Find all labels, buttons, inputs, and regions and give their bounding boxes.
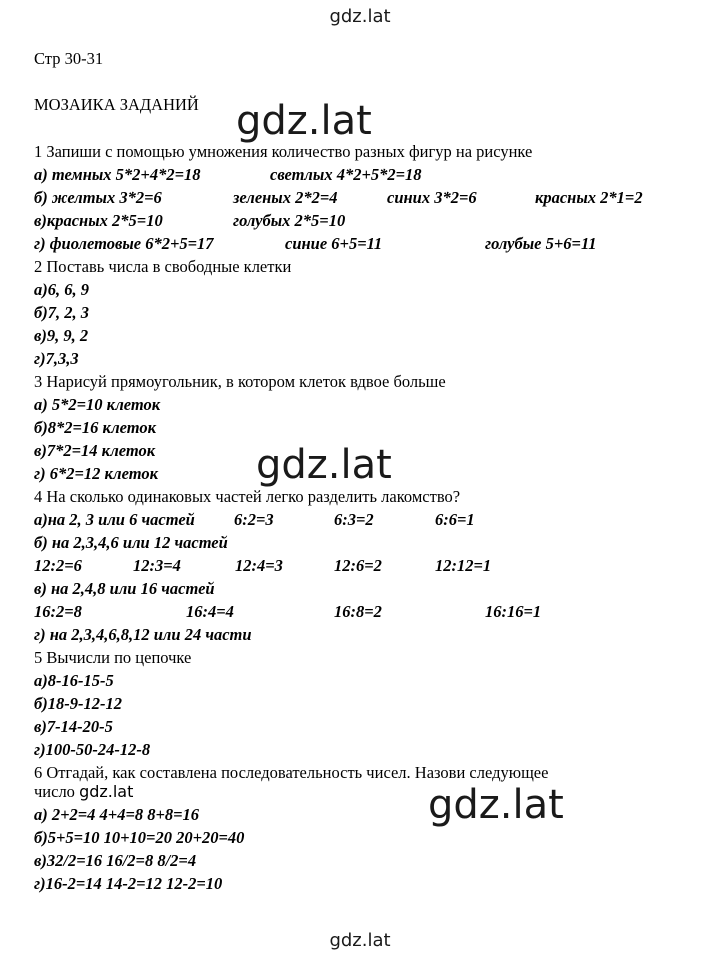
- task4-b-calc5: 12:12=1: [435, 556, 492, 575]
- watermark-large-3: gdz.lat: [428, 782, 564, 828]
- task5-answer-g: г)100-50-24-12-8: [34, 740, 151, 759]
- task4-a-calc2: 6:3=2: [334, 510, 374, 529]
- task4-b-calc2: 12:3=4: [133, 556, 181, 575]
- task2-answer-g: г)7,3,3: [34, 349, 79, 368]
- task1-g-blue: синие 6+5=11: [285, 234, 383, 253]
- task3-answer-a: а) 5*2=10 клеток: [34, 395, 161, 414]
- task4-row-a: [34, 509, 714, 531]
- task4-answer-v: в) на 2,4,8 или 16 частей: [34, 579, 215, 598]
- task4-a-parts: а)на 2, 3 или 6 частей: [34, 510, 195, 529]
- task1-b-red: красных 2*1=2: [535, 188, 643, 207]
- task1-row-a: [34, 164, 714, 186]
- task4-answer-b: б) на 2,3,4,6 или 12 частей: [34, 533, 228, 552]
- task4-b-calc1: 12:2=6: [34, 556, 82, 575]
- section-title: МОЗАИКА ЗАДАНИЙ: [34, 95, 199, 114]
- watermark-bottom: gdz.lat: [329, 930, 391, 951]
- task6-answer-b: б)5+5=10 10+10=20 20+20=40: [34, 828, 245, 847]
- task4-row-v-calcs: [34, 601, 714, 623]
- task4-a-calc3: 6:6=1: [435, 510, 475, 529]
- task1-b-yellow: б) желтых 3*2=6: [34, 188, 162, 207]
- task1-v-lightblue: голубых 2*5=10: [233, 211, 346, 230]
- task1-a-light: светлых 4*2+5*2=18: [270, 165, 422, 184]
- task2-question: 2 Поставь числа в свободные клетки: [34, 257, 292, 276]
- task4-v-calc3: 16:8=2: [334, 602, 382, 621]
- task4-b-calc4: 12:6=2: [334, 556, 382, 575]
- task6-question-word: число: [34, 782, 75, 801]
- task2-answer-a: а)6, 6, 9: [34, 280, 89, 299]
- task6-question-line1: 6 Отгадай, как составлена последовательность чисел. Назови следующее: [34, 763, 549, 782]
- task1-v-red: в)красных 2*5=10: [34, 211, 163, 230]
- task4-v-calc1: 16:2=8: [34, 602, 82, 621]
- task1-row-b: [34, 187, 714, 209]
- task1-a-dark: а) темных 5*2+4*2=18: [34, 165, 201, 184]
- task6-answer-g: г)16-2=14 14-2=12 12-2=10: [34, 874, 223, 893]
- task4-b-calc3: 12:4=3: [235, 556, 283, 575]
- task1-row-v: [34, 210, 714, 232]
- task4-question: 4 На сколько одинаковых частей легко разделить лакомство?: [34, 487, 461, 506]
- task1-question: 1 Запиши с помощью умножения количество разных фигур на рисунке: [34, 142, 533, 161]
- task3-answer-v: в)7*2=14 клеток: [34, 441, 156, 460]
- task5-question: 5 Вычисли по цепочке: [34, 648, 192, 667]
- watermark-inline: gdz.lat: [79, 782, 134, 801]
- task1-g-lightblue: голубые 5+6=11: [485, 234, 597, 253]
- task5-answer-a: а)8-16-15-5: [34, 671, 114, 690]
- task4-v-calc4: 16:16=1: [485, 602, 542, 621]
- task1-b-blue: синих 3*2=6: [387, 188, 477, 207]
- task6-answer-v: в)32/2=16 16/2=8 8/2=4: [34, 851, 197, 870]
- task5-answer-b: б)18-9-12-12: [34, 694, 122, 713]
- task3-answer-g: г) 6*2=12 клеток: [34, 464, 158, 483]
- watermark-top: gdz.lat: [329, 6, 391, 27]
- watermark-large-1: gdz.lat: [236, 98, 372, 144]
- task4-row-b-calcs: [34, 555, 714, 577]
- task5-answer-v: в)7-14-20-5: [34, 717, 113, 736]
- task4-a-calc1: 6:2=3: [234, 510, 274, 529]
- task6-question-line2: [34, 781, 133, 803]
- task3-question: 3 Нарисуй прямоугольник, в котором клеток вдвое больше: [34, 372, 446, 391]
- task3-answer-b: б)8*2=16 клеток: [34, 418, 157, 437]
- task4-v-calc2: 16:4=4: [186, 602, 234, 621]
- task6-answer-a: а) 2+2=4 4+4=8 8+8=16: [34, 805, 200, 824]
- task1-row-g: [34, 233, 714, 255]
- task4-answer-g: г) на 2,3,4,6,8,12 или 24 части: [34, 625, 252, 644]
- watermark-large-2: gdz.lat: [256, 442, 392, 488]
- task2-answer-v: в)9, 9, 2: [34, 326, 89, 345]
- task1-b-green: зеленых 2*2=4: [233, 188, 338, 207]
- task2-answer-b: б)7, 2, 3: [34, 303, 89, 322]
- page-reference: Стр 30-31: [34, 49, 104, 68]
- task1-g-violet: г) фиолетовые 6*2+5=17: [34, 234, 214, 253]
